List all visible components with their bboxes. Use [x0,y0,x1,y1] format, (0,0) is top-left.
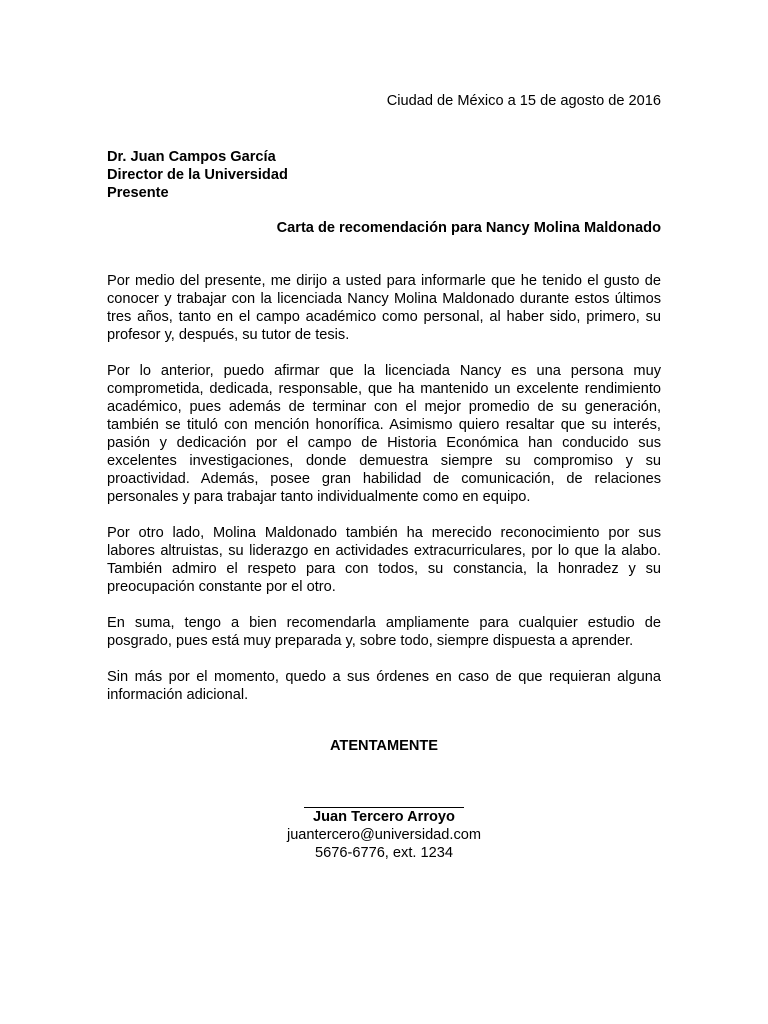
body-paragraph: Por lo anterior, puedo afirmar que la licenciada Nancy es una persona muy comprometida, dedicada, responsable, que ha mantenido un excelente rendimiento académico, pues además de terminar con el mejor promedio de su generación, también se tituló con mención honorífica. Asimismo quiero resaltar que su interés, pasión y dedicación por el campo de Historia Económica han conducido sus excelentes investigaciones, donde demuestra siempre su compromiso y su proactividad. Además, posee gran habilidad de comunicación, de relaciones personales y para trabajar tanto individualmente como en equipo. [107,363,661,505]
signature-name: Juan Tercero Arroyo [313,809,455,825]
body-paragraph: Por otro lado, Molina Maldonado también ha merecido reconocimiento por sus labores altruistas, su liderazgo en actividades extracurriculares, por lo que la alabo. También admiro el respeto para con todos, su constancia, la honradez y su preocupación constante por el otro. [107,525,661,595]
body-paragraph: Sin más por el momento, quedo a sus órdenes en caso de que requieran alguna información adicional. [107,669,661,703]
recipient-title: Director de la Universidad [107,167,288,183]
letter-closing: ATENTAMENTE [329,738,439,754]
letter-body [107,272,661,722]
signature-phone: 5676-6776, ext. 1234 [315,845,453,861]
signature-block [0,790,768,862]
body-paragraph: En suma, tengo a bien recomendarla ampliamente para cualquier estudio de posgrado, pues está muy preparada y, sobre todo, siempre dispuesta a aprender. [107,615,661,649]
signature-line [304,790,464,808]
body-paragraph: Por medio del presente, me dirijo a usted para informarle que he tenido el gusto de conocer y trabajar con la licenciada Nancy Molina Maldonado durante estos últimos tres años, tanto en el campo académico como personal, al haber sido, primero, su profesor y, después, su tutor de tesis. [107,273,661,343]
signature-email: juantercero@universidad.com [286,827,482,843]
recipient-name: Dr. Juan Campos García [107,149,276,165]
letter-date: Ciudad de México a 15 de agosto de 2016 [386,93,661,109]
recipient-salutation: Presente [107,185,169,201]
letter-subject: Carta de recomendación para Nancy Molina Maldonado [276,220,661,236]
recipient-block [107,148,288,202]
